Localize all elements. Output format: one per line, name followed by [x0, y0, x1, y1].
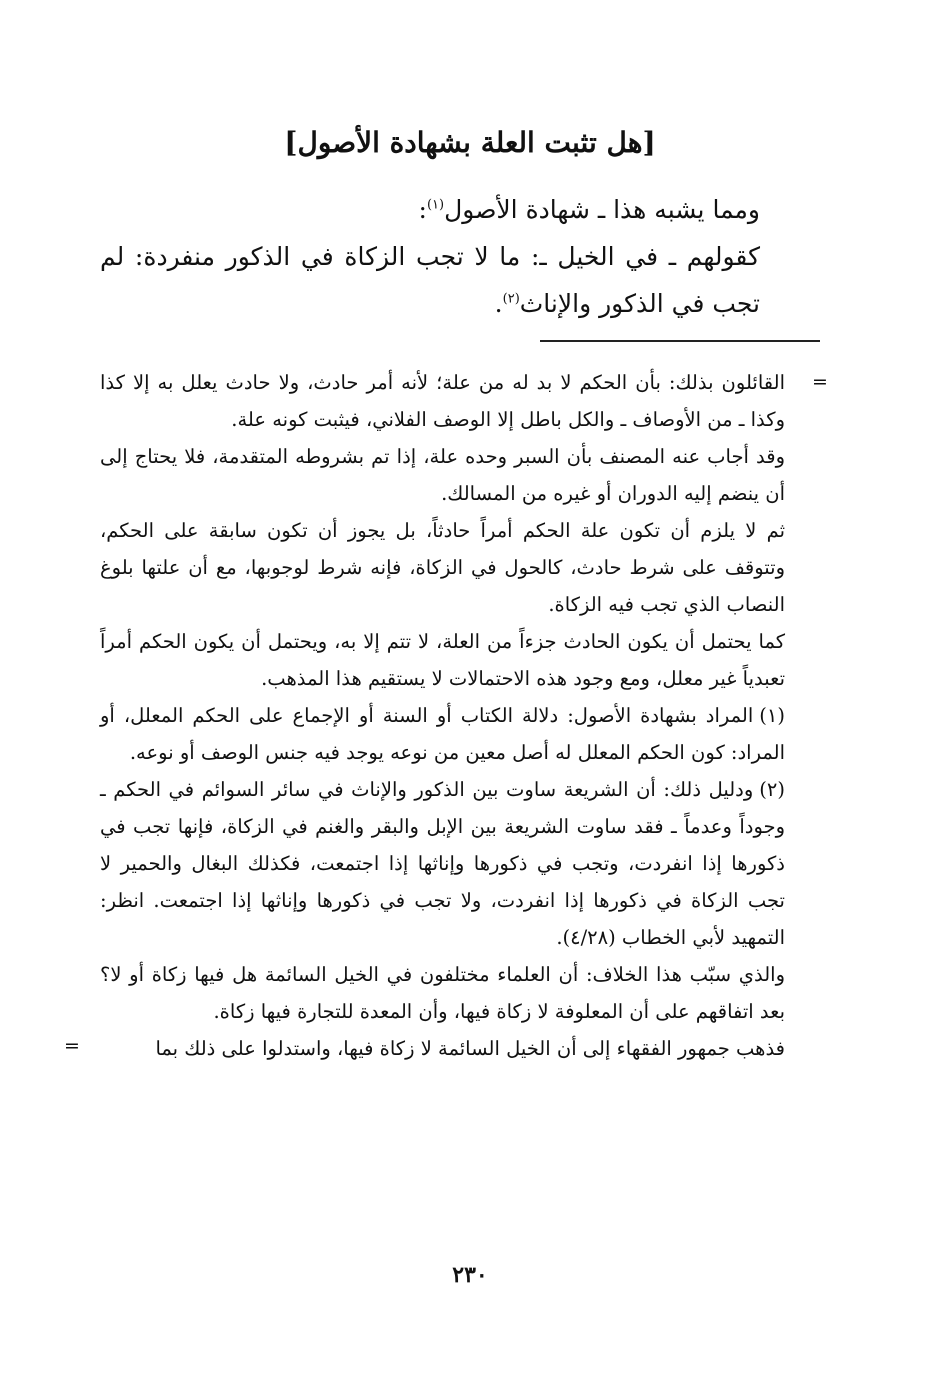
continued-paragraph: ثم لا يلزم أن تكون علة الحكم أمراً حادثاً، بل يجوز أن تكون سابقة على الحكم، وتتوقف على شرط حادث، كالحول في الزكاة، فإنه شرط لوجوبها، مع أن علتها بلوغ النصاب الذي تجب فيه الزكاة. — [100, 519, 785, 616]
footnote-2-paragraph — [64, 1030, 785, 1067]
footnote-ref-1[interactable]: (١) — [426, 197, 445, 213]
main-paragraph-2-text: كقولهم ـ في الخيل ـ: ما لا تجب الزكاة في الذكور منفردة: لم تجب في الذكور والإناث — [100, 242, 760, 318]
footnote-1-paragraph — [100, 697, 785, 771]
footnote-2-paragraph: والذي سبّب هذا الخلاف: أن العلماء مختلفون في الخيل السائمة هل فيها زكاة أو لا؟ بعد اتفاقهم على أن المعلوفة لا زكاة فيها، وأن المعدة للتجارة فيها زكاة. — [100, 963, 785, 1023]
footnotes-area — [64, 364, 828, 1067]
footnote-1-text: المراد بشهادة الأصول: دلالة الكتاب أو السنة أو الإجماع على الحكم المعلل، أو المراد: كون الحكم المعلل له أصل معين من نوعه يوجد فيه جنس الوصف أو نوعه. — [100, 704, 785, 764]
main-line-1-text: ومما يشبه هذا ـ شهادة الأصول — [444, 195, 760, 224]
main-line-1-end: : — [418, 195, 427, 224]
continued-paragraph: وقد أجاب عنه المصنف بأن السبر وحده علة، إذا تم بشروطه المتقدمة، فلا يحتاج إلى أن ينضم إليه الدوران أو غيره من المسالك. — [100, 445, 785, 505]
footnote-2-number: (٢) — [759, 778, 785, 801]
footnote-2-last-text: فذهب جمهور الفقهاء إلى أن الخيل السائمة لا زكاة فيها، واستدلوا على ذلك بما — [155, 1037, 785, 1060]
footnote-2-text: ودليل ذلك: أن الشريعة ساوت بين الذكور والإناث في سائر السوائم في الحكم ـ وجوداً وعدماً ـ فقد ساوت الشريعة بين الإبل والبقر والغنم في الزكاة، فإنها تجب في ذكورها إذا انفردت، وتجب في ذكورها وإناثها إذا اجتمعت، فكذلك البغال والحمير لا تجب الزكاة في ذكورها إذا انفردت، ولا تجب في ذكورها وإناثها إذا اجتمعت. انظر: التمهيد لأبي الخطاب (٤/٢٨). — [100, 778, 785, 949]
main-text — [100, 186, 760, 327]
continuation-marker: = — [812, 371, 828, 393]
continued-paragraph: القائلون بذلك: بأن الحكم لا بد له من علة؛ لأنه أمر حادث، ولا حادث يعلل به إلا كذا وكذا ـ من الأوصاف ـ والكل باطل إلا الوصف الفلاني، فيثبت كونه علة. — [100, 371, 785, 431]
footnote-1-number: (١) — [759, 704, 785, 727]
section-heading: [هل تثبت العلة بشهادة الأصول] — [284, 126, 656, 159]
continued-paragraph: كما يحتمل أن يكون الحادث جزءاً من العلة، لا تتم إلا به، ويحتمل أن يكون الحكم أمراً تعبدياً غير معلل، ومع وجود هذه الاحتمالات لا يستقيم هذا المذهب. — [100, 630, 785, 690]
footnote-1 — [100, 697, 785, 771]
footnote-ref-2[interactable]: (٢) — [502, 291, 520, 307]
main-paragraph-2-end: . — [494, 289, 503, 318]
continues-marker: = — [64, 1035, 80, 1057]
main-paragraph-2 — [100, 233, 760, 327]
footnote-2 — [64, 771, 785, 1067]
footnote-2-paragraph — [100, 771, 785, 956]
main-paragraph-1 — [100, 186, 760, 233]
continued-footnote — [100, 364, 828, 697]
page-number: ٢٣٠ — [452, 1262, 488, 1288]
footnote-separator — [540, 340, 820, 342]
